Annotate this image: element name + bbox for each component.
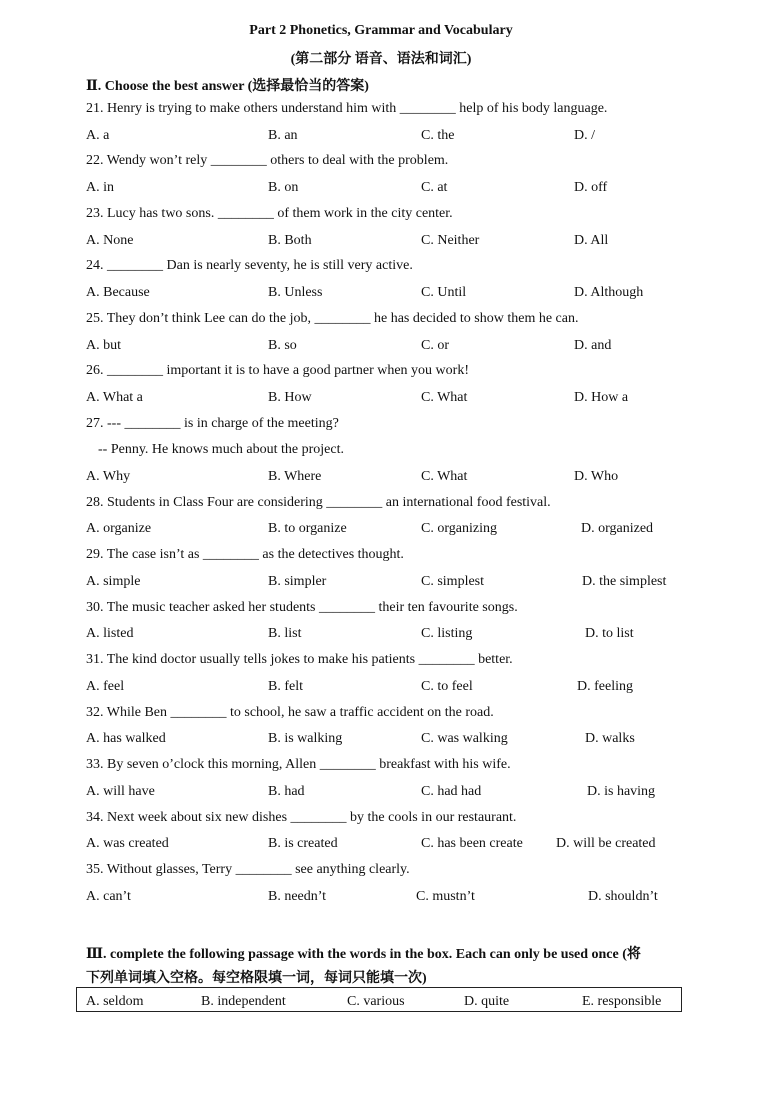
answer-option[interactable]: D. to list	[585, 626, 634, 641]
answer-option[interactable]: C. organizing	[421, 521, 497, 536]
answer-option[interactable]: C. What	[421, 469, 468, 484]
question-stem: 26. ________ important it is to have a good partner when you work!	[86, 363, 469, 378]
answer-option[interactable]: D. the simplest	[582, 574, 667, 589]
answer-option[interactable]: D. will be created	[556, 836, 656, 851]
answer-option[interactable]: B. so	[268, 338, 297, 353]
question-stem: 29. The case isn’t as ________ as the detectives thought.	[86, 547, 404, 562]
question-stem: 27. --- ________ is in charge of the meeting?	[86, 416, 339, 431]
answer-option[interactable]: A. listed	[86, 626, 134, 641]
question-dialogue-reply: -- Penny. He knows much about the project.	[98, 442, 344, 457]
answer-option[interactable]: B. is created	[268, 836, 338, 851]
answer-option[interactable]: B. is walking	[268, 731, 343, 746]
answer-option[interactable]: C. mustn’t	[416, 889, 475, 904]
answer-option[interactable]: C. at	[421, 180, 448, 195]
question-stem: 35. Without glasses, Terry ________ see anything clearly.	[86, 862, 410, 877]
answer-option[interactable]: C. simplest	[421, 574, 485, 589]
word-box-item: A. seldom	[86, 994, 144, 1009]
answer-option[interactable]: C. has been create	[421, 836, 523, 851]
question-stem: 23. Lucy has two sons. ________ of them work in the city center.	[86, 206, 453, 221]
answer-option[interactable]: D. walks	[585, 731, 635, 746]
answer-option[interactable]: A. None	[86, 233, 134, 248]
answer-option[interactable]: B. Both	[268, 233, 312, 248]
word-box-item: B. independent	[201, 994, 286, 1009]
section-3-heading-line-2: 下列单词填入空格。每空格限填一词，每词只能填一次)	[86, 971, 427, 986]
answer-option[interactable]: A. but	[86, 338, 121, 353]
answer-option[interactable]: B. needn’t	[268, 889, 327, 904]
section-2-heading: Ⅱ. Choose the best answer (选择最恰当的答案)	[86, 79, 369, 94]
answer-option[interactable]: D. and	[574, 338, 612, 353]
answer-option[interactable]: C. the	[421, 128, 455, 143]
word-box-item: C. various	[347, 994, 405, 1009]
word-box-item: D. quite	[464, 994, 510, 1009]
question-stem: 33. By seven o’clock this morning, Allen ________ breakfast with his wife.	[86, 757, 511, 772]
question-stem: 31. The kind doctor usually tells jokes to make his patients ________ better.	[86, 652, 513, 667]
answer-option[interactable]: D. shouldn’t	[588, 889, 658, 904]
answer-option[interactable]: D. organized	[581, 521, 654, 536]
answer-option[interactable]: A. Because	[86, 285, 150, 300]
answer-option[interactable]: B. an	[268, 128, 298, 143]
question-stem: 28. Students in Class Four are considering ________ an international food festival.	[86, 495, 551, 510]
question-stem: 24. ________ Dan is nearly seventy, he is still very active.	[86, 258, 413, 273]
answer-option[interactable]: A. simple	[86, 574, 141, 589]
section-3-heading-line-1: Ⅲ. complete the following passage with the words in the box. Each can only be used once (将	[86, 947, 641, 962]
answer-option[interactable]: D. Who	[574, 469, 619, 484]
answer-option[interactable]: C. listing	[421, 626, 473, 641]
answer-option[interactable]: B. to organize	[268, 521, 347, 536]
answer-option[interactable]: B. Unless	[268, 285, 323, 300]
answer-option[interactable]: D. off	[574, 180, 608, 195]
answer-option[interactable]: B. felt	[268, 679, 303, 694]
question-stem: 25. They don’t think Lee can do the job, ________ he has decided to show them he can.	[86, 311, 579, 326]
part-title: Part 2 Phonetics, Grammar and Vocabulary	[249, 23, 513, 38]
answer-option[interactable]: C. Until	[421, 285, 467, 300]
answer-option[interactable]: B. on	[268, 180, 299, 195]
answer-option[interactable]: C. to feel	[421, 679, 473, 694]
answer-option[interactable]: D. /	[574, 128, 595, 143]
answer-option[interactable]: B. How	[268, 390, 312, 405]
answer-option[interactable]: D. feeling	[577, 679, 633, 694]
answer-option[interactable]: B. list	[268, 626, 302, 641]
answer-option[interactable]: B. had	[268, 784, 305, 799]
question-stem: 32. While Ben ________ to school, he saw a traffic accident on the road.	[86, 705, 494, 720]
answer-option[interactable]: A. in	[86, 180, 114, 195]
question-stem: 21. Henry is trying to make others understand him with ________ help of his body language.	[86, 101, 608, 116]
question-stem: 22. Wendy won’t rely ________ others to deal with the problem.	[86, 153, 449, 168]
answer-option[interactable]: C. or	[421, 338, 449, 353]
question-stem: 30. The music teacher asked her students ________ their ten favourite songs.	[86, 600, 518, 615]
answer-option[interactable]: B. Where	[268, 469, 322, 484]
answer-option[interactable]: B. simpler	[268, 574, 327, 589]
answer-option[interactable]: A. organize	[86, 521, 152, 536]
answer-option[interactable]: C. What	[421, 390, 468, 405]
answer-option[interactable]: D. is having	[587, 784, 656, 799]
answer-option[interactable]: A. Why	[86, 469, 131, 484]
answer-option[interactable]: A. has walked	[86, 731, 166, 746]
answer-option[interactable]: A. was created	[86, 836, 169, 851]
word-box-item: E. responsible	[582, 994, 662, 1009]
answer-option[interactable]: D. All	[574, 233, 609, 248]
answer-option[interactable]: D. How a	[574, 390, 629, 405]
answer-option[interactable]: A. will have	[86, 784, 155, 799]
answer-option[interactable]: D. Although	[574, 285, 644, 300]
answer-option[interactable]: A. can’t	[86, 889, 131, 904]
answer-option[interactable]: C. was walking	[421, 731, 508, 746]
answer-option[interactable]: A. feel	[86, 679, 125, 694]
answer-option[interactable]: C. had had	[421, 784, 482, 799]
answer-option[interactable]: A. a	[86, 128, 110, 143]
answer-option[interactable]: C. Neither	[421, 233, 480, 248]
answer-option[interactable]: A. What a	[86, 390, 143, 405]
question-stem: 34. Next week about six new dishes ________ by the cools in our restaurant.	[86, 810, 517, 825]
word-box	[76, 987, 682, 1012]
part-subtitle: (第二部分 语音、语法和词汇)	[290, 52, 472, 67]
